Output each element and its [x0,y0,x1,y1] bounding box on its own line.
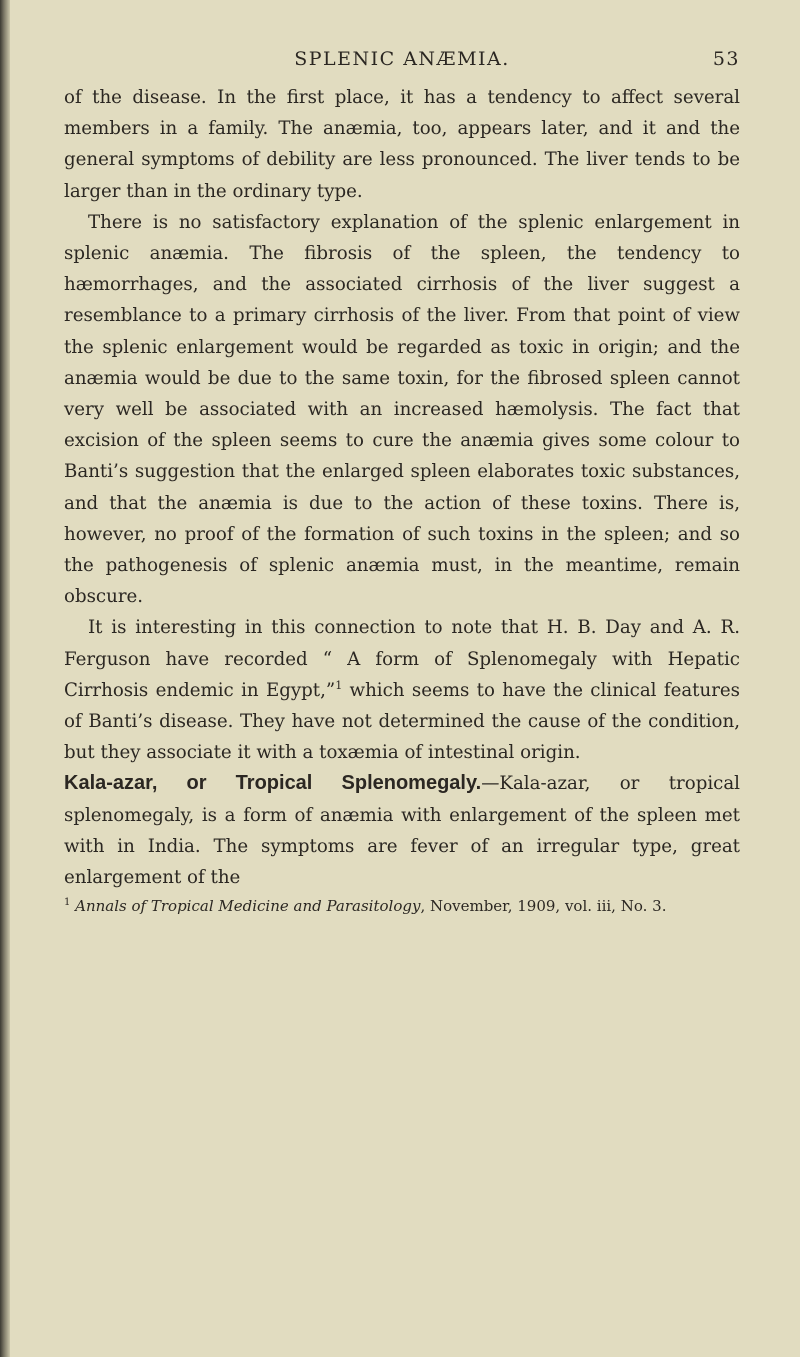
page-number: 53 [712,48,740,70]
paragraph-egypt-splenomegaly [64,612,740,768]
footnote-journal: Annals of Tropical Medicine and Parasitology [75,897,421,916]
book-page [64,48,740,917]
section-text: —Kala-azar, or tropical splenomegaly, is a form of anæmia with enlargement of the spleen met with in India. The symptoms are fever of an irregular type, great enlargement of the [64,773,740,889]
footnote-reference: 1 [335,678,343,692]
running-head [64,48,740,82]
kala-azar-section [64,768,740,893]
body-text [64,82,740,893]
footnote-citation: , November, 1909, vol. iii, No. 3. [420,897,667,916]
paragraph-splenic-enlargement: There is no satisfactory explanation of the splenic enlargement in splenic anæmia. The fibrosis of the spleen, the tendency to hæmorrhages, and the associated cirrhosis of the liver suggest a resemblance to a primary cirrhosis of the liver. From that point of view the splenic enlargement would be regarded as toxic in origin; and the anæmia would be due to the same toxin, for the fibrosed spleen cannot very well be associated with an increased hæmolysis. The fact that excision of the spleen seems to cure the anæmia gives some colour to Banti’s suggestion that the enlarged spleen elaborates toxic substances, and that the anæmia is due to the action of these toxins. There is, however, no proof of the formation of such toxins in the spleen; and so the pathogenesis of splenic anæmia must, in the meantime, remain obscure. [64,211,740,608]
footnote-number: 1 [64,897,71,909]
paragraph-continuation: of the disease. In the first place, it has a tendency to affect several members in a family. The anæmia, too, appears later, and it and the general symptoms of debility are less pronounced. The liver tends to be larger than in the ordinary type. [64,87,740,202]
footnote [64,895,740,917]
paragraph-text-after-ref: which seems to have the clinical features of Banti’s disease. They have not determined the cause of the condition, but they associate it with a toxæmia of intestinal origin. [64,679,740,764]
paragraph-text-before-ref: It is interesting in this connection to note that H. B. Day and A. R. Ferguson have recorded “ A form of Splenomegaly with Hepatic Cirrhosis endemic in Egypt,” [64,617,740,701]
section-heading: Kala-azar, or Tropical Splenomegaly. [64,772,482,795]
running-head-title: SPLENIC ANÆMIA. [294,48,510,70]
book-spine-shadow [0,0,10,1357]
